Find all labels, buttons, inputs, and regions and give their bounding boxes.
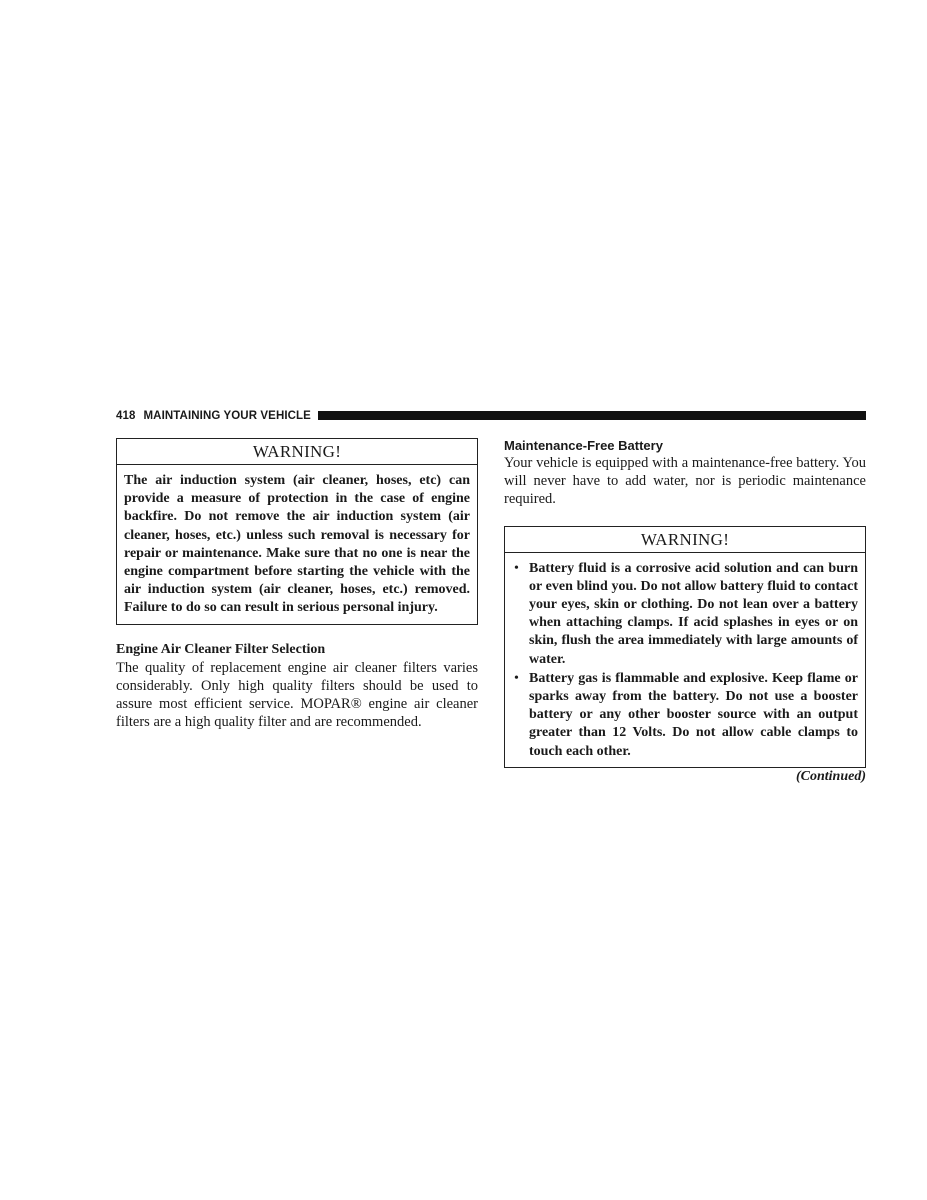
list-item (512, 560, 858, 669)
section-title: MAINTAINING YOUR VEHICLE (143, 409, 311, 422)
warning-title: WARNING! (117, 439, 477, 465)
page-header (116, 408, 866, 423)
list-item-text: Battery gas is flammable and explosive. Keep flame or sparks away from the battery. Do not use a booster battery or any other booster source with an output greater than 12 Volts. Do not allow cable clamps to touch each other. (529, 670, 858, 759)
continued-label: (Continued) (795, 768, 866, 784)
header-rule (318, 411, 866, 420)
warning-text: The air induction system (air cleaner, hoses, etc) can provide a measure of protection in the case of engine backfire. Do not remove the air induction system (air cleaner, hoses, etc.) unless such removal is necessary for repair or maintenance. Make sure that no one is near the engine compartment before starting the vehicle with the air induction system (air cleaner, hoses, etc.) removed. Failure to do so can result in serious personal injury. (124, 473, 470, 616)
list-item (512, 670, 858, 761)
battery-heading: Maintenance-Free Battery (504, 438, 663, 453)
filter-selection-heading: Engine Air Cleaner Filter Selection (116, 641, 326, 657)
right-column (504, 438, 866, 785)
bullet-icon: • (514, 560, 519, 576)
list-item-text: Battery fluid is a corrosive acid solution and can burn or even blind you. Do not allow battery fluid to contact your eyes, skin or clothing. Do not lean over a battery when attaching clamps. If acid splashes in eyes or on skin, flush the area immediately with large amounts of water. (529, 560, 858, 667)
bullet-icon: • (514, 670, 519, 686)
left-column (116, 438, 478, 731)
battery-paragraph: Your vehicle is equipped with a maintenance-free battery. You will never have to add water, nor is periodic maintenance required. (504, 455, 866, 508)
page-number: 418 (116, 409, 136, 422)
filter-selection-paragraph: The quality of replacement engine air cleaner filters varies considerably. Only high quality filters should be used to assure most efficient service. MOPAR® engine air cleaner filters are a high quality filter and are recommended. (116, 659, 478, 731)
battery-warning-box (504, 526, 866, 768)
air-induction-warning-box (116, 438, 478, 625)
warning-title: WARNING! (505, 527, 865, 553)
battery-warning-list (505, 553, 865, 767)
